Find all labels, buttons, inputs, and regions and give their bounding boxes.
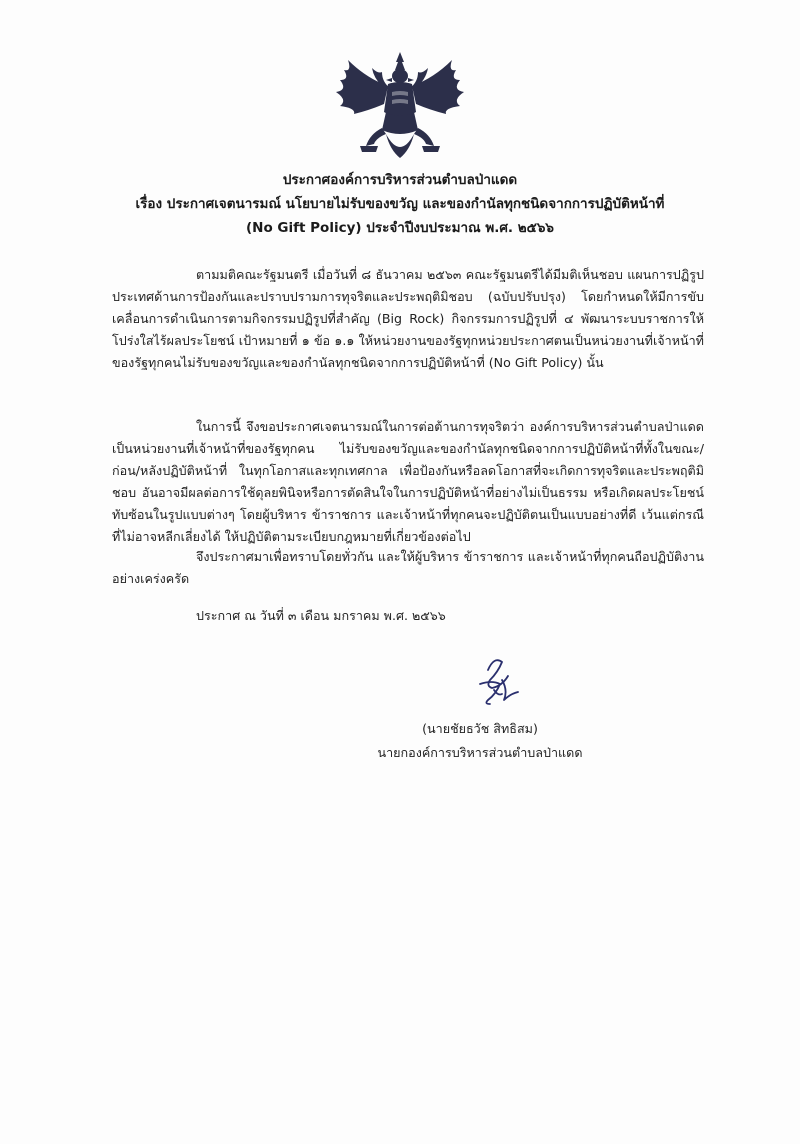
announcement-heading xyxy=(60,168,740,240)
signer-position: นายกองค์การบริหารส่วนตำบลป่าแดด xyxy=(377,745,583,760)
body-paragraph-1: ตามมติคณะรัฐมนตรี เมื่อวันที่ ๘ ธันวาคม ๒๕๖๓ คณะรัฐมนตรีได้มีมติเห็นชอบ แผนการปฏิรูปประเทศด้านการป้องกันและปราบปรามการทุจริตและประพฤติมิชอบ (ฉบับปรับปรุง) โดยกำหนดให้มีการขับเคลื่อนการดำเนินการตามกิจกรรมปฏิรูปที่สำคัญ (Big Rock) กิจกรรมการปฏิรูปที่ ๔ พัฒนาระบบราชการให้โปร่งใสไร้ผลประโยชน์ เป้าหมายที่ ๑ ข้อ ๑.๑ ให้หน่วยงานของรัฐทุกหน่วยประกาศตนเป็นหน่วยงานที่เจ้าหน้าที่ของรัฐทุกคนไม่รับของขวัญและของกำนัลทุกชนิดจากการปฏิบัติหน้าที่ (No Gift Policy) นั้น xyxy=(112,267,704,370)
announcement-subject: เรื่อง ประกาศเจตนารมณ์ นโยบายไม่รับของขวัญ และของกำนัลทุกชนิดจากการปฏิบัติหน้าที่ xyxy=(135,196,665,212)
announcement-date: ประกาศ ณ วันที่ ๓ เดือน มกราคม พ.ศ. ๒๕๖๖ xyxy=(196,608,446,623)
body-paragraph-3: จึงประกาศมาเพื่อทราบโดยทั่วกัน และให้ผู้บริหาร ข้าราชการ และเจ้าหน้าที่ทุกคนถือปฏิบัติงานอย่างเคร่งครัด xyxy=(112,549,704,586)
garuda-emblem-icon xyxy=(326,50,474,162)
signer-name: (นายชัยธวัช สิทธิสม) xyxy=(422,721,538,736)
handwritten-signature-icon xyxy=(458,650,538,712)
announcement-subject-continued: (No Gift Policy) ประจำปีงบประมาณ พ.ศ. ๒๕๖๖ xyxy=(245,220,555,236)
announcement-title: ประกาศองค์การบริหารส่วนตำบลป่าแดด xyxy=(282,172,518,188)
body-paragraph-2: ในการนี้ จึงขอประกาศเจตนารมณ์ในการต่อต้านการทุจริตว่า องค์การบริหารส่วนตำบลป่าแดด เป็นหน่วยงานที่เจ้าหน้าที่ของรัฐทุกคน ไม่รับของขวัญและของกำนัลทุกชนิดจากการปฏิบัติหน้าที่ทั้งในขณะ/ก่อน/หลังปฏิบัติหน้าที่ ในทุกโอกาสและทุกเทศกาล เพื่อป้องกันหรือลดโอกาสที่จะเกิดการทุจริตและประพฤติมิชอบ อันอาจมีผลต่อการใช้ดุลยพินิจหรือการตัดสินใจในการปฏิบัติหน้าที่อย่างไม่เป็นธรรม หรือเกิดผลประโยชน์ทับซ้อนในรูปแบบต่างๆ โดยผู้บริหาร ข้าราชการ และเจ้าหน้าที่ทุกคนจะปฏิบัติตนเป็นแบบอย่างที่ดี เว้นแต่กรณีที่ไม่อาจหลีกเลี่ยงได้ ให้ปฏิบัติตามระเบียบกฎหมายที่เกี่ยวข้องต่อไป xyxy=(112,419,704,544)
